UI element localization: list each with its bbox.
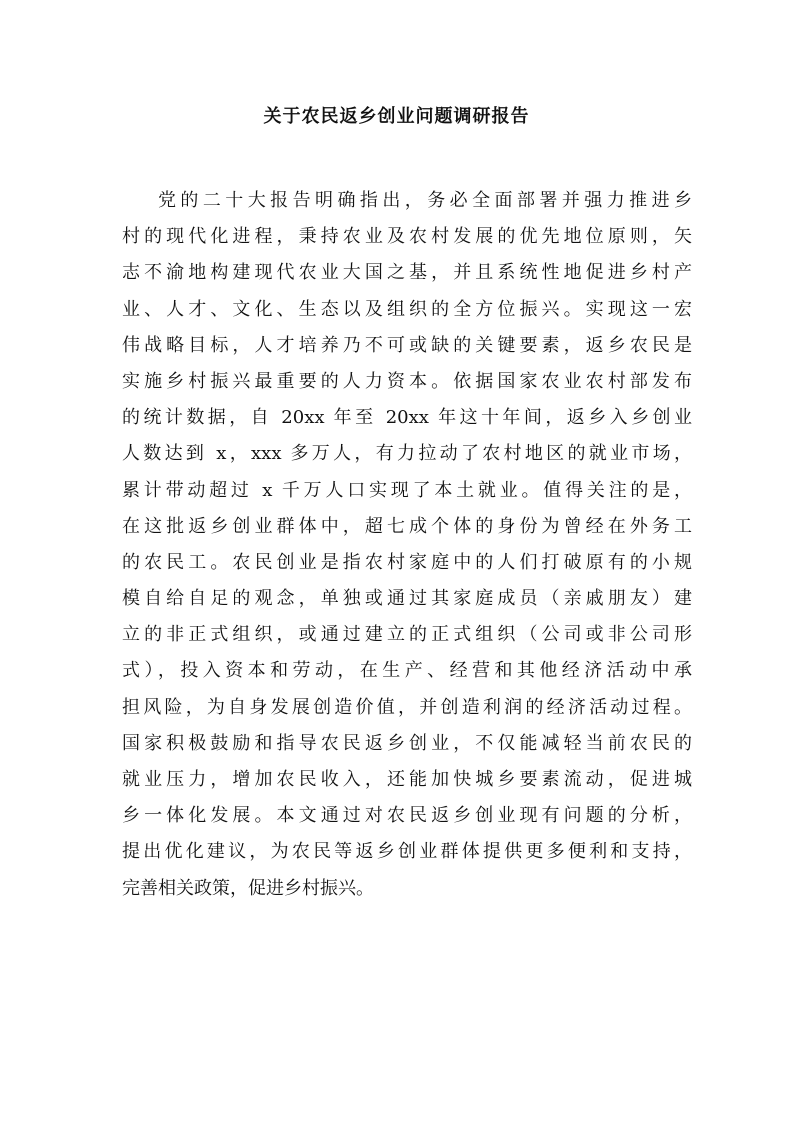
document-title: 关于农民返乡创业问题调研报告 — [263, 106, 530, 127]
paragraph-line: 党的二十大报告明确指出，务必全面部署并强力推进乡 — [158, 190, 692, 211]
paragraph-line: 的农民工。农民创业是指农村家庭中的人们打破原有的小规 — [122, 551, 692, 573]
paragraph-line: 累计带动超过 x 千万人口实现了本土就业。值得关注的是， — [122, 479, 692, 501]
paragraph-line: 模自给自足的观念，单独或通过其家庭成员（亲戚朋友）建 — [122, 588, 692, 610]
body-paragraph — [122, 183, 692, 907]
paragraph-line: 完善相关政策，促进乡村振兴。 — [122, 877, 374, 899]
paragraph-line: 式），投入资本和劳动，在生产、经营和其他经济活动中承 — [122, 660, 692, 682]
paragraph-line: 村的现代化进程，秉持农业及农村发展的优先地位原则，矢 — [122, 226, 692, 248]
paragraph-line: 伟战略目标，人才培养乃不可或缺的关键要素，返乡农民是 — [122, 334, 692, 356]
paragraph-line: 人数达到 x，xxx 多万人，有力拉动了农村地区的就业市场， — [122, 443, 692, 465]
paragraph-line: 就业压力，增加农民收入，还能加快城乡要素流动，促进城 — [122, 769, 692, 790]
paragraph-line: 提出优化建议，为农民等返乡创业群体提供更多便利和支持， — [122, 841, 692, 863]
paragraph-line: 担风险，为自身发展创造价值，并创造利润的经济活动过程。 — [122, 696, 692, 718]
paragraph-line: 实施乡村振兴最重要的人力资本。依据国家农业农村部发布 — [122, 370, 692, 392]
paragraph-line: 国家积极鼓励和指导农民返乡创业，不仅能减轻当前农民的 — [122, 732, 692, 754]
paragraph-line: 乡一体化发展。本文通过对农民返乡创业现有问题的分析， — [122, 805, 692, 827]
paragraph-line: 业、人才、文化、生态以及组织的全方位振兴。实现这一宏 — [122, 298, 692, 320]
paragraph-line: 的统计数据，自 20xx 年至 20xx 年这十年间，返乡入乡创业 — [122, 407, 692, 429]
paragraph-line: 立的非正式组织，或通过建立的正式组织（公司或非公司形 — [122, 624, 692, 646]
paragraph-line: 在这批返乡创业群体中，超七成个体的身份为曾经在外务工 — [122, 515, 692, 537]
paragraph-line: 志不渝地构建现代农业大国之基，并且系统性地促进乡村产 — [122, 262, 692, 284]
